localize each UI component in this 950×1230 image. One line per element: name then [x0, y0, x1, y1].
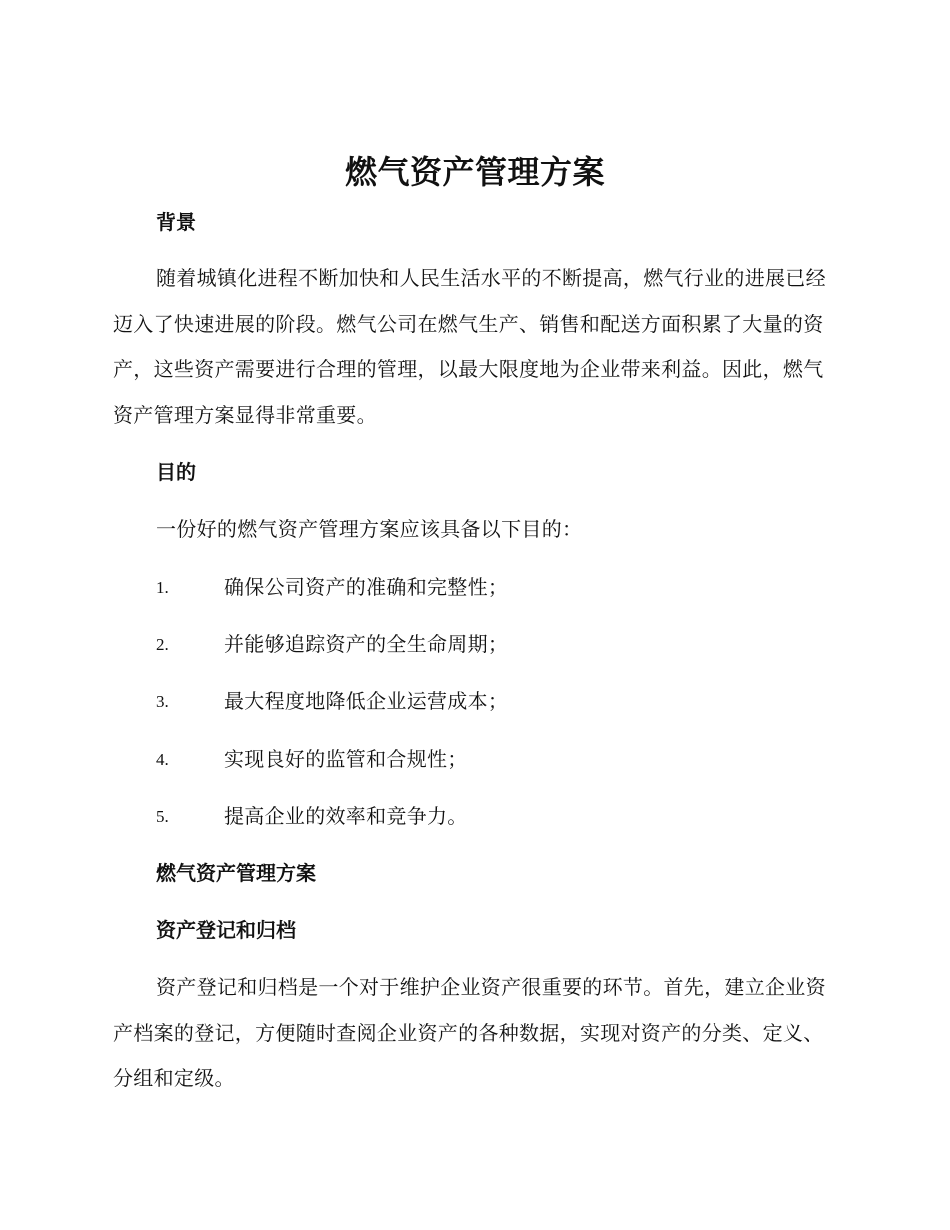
list-item	[156, 687, 856, 715]
document-title: 燃气资产管理方案	[344, 153, 605, 191]
list-item	[156, 802, 856, 830]
registration-paragraph: 资产登记和归档是一个对于维护企业资产很重要的环节。首先，建立企业资产档案的登记，方便随时查阅企业资产的各种数据，实现对资产的分类、定义、分组和定级。	[113, 975, 826, 1090]
list-item-number: 5.	[156, 807, 169, 826]
list-item-number: 4.	[156, 750, 169, 769]
section-heading-background: 背景	[156, 210, 196, 234]
list-item-text: 实现良好的监管和合规性；	[224, 747, 468, 771]
list-item-text: 并能够追踪资产的全生命周期；	[224, 632, 509, 656]
background-paragraph: 随着城镇化进程不断加快和人民生活水平的不断提高，燃气行业的进展已经迈入了快速进展的阶段。燃气公司在燃气生产、销售和配送方面积累了大量的资产，这些资产需要进行合理的管理，以最大限度地为企业带来利益。因此，燃气资产管理方案显得非常重要。	[113, 266, 826, 427]
section-heading-purpose: 目的	[156, 460, 196, 484]
list-item	[156, 630, 856, 658]
list-item	[156, 573, 856, 601]
list-item-text: 最大程度地降低企业运营成本；	[224, 689, 509, 713]
section-heading-registration: 资产登记和归档	[156, 918, 296, 942]
list-item-text: 确保公司资产的准确和完整性；	[224, 575, 509, 599]
list-item-text: 提高企业的效率和竞争力。	[224, 804, 468, 828]
list-item-number: 2.	[156, 635, 169, 654]
purpose-intro: 一份好的燃气资产管理方案应该具备以下目的：	[156, 517, 583, 541]
list-item-number: 1.	[156, 578, 169, 597]
section-heading-plan: 燃气资产管理方案	[156, 861, 316, 885]
list-item-number: 3.	[156, 692, 169, 711]
list-item	[156, 745, 856, 773]
